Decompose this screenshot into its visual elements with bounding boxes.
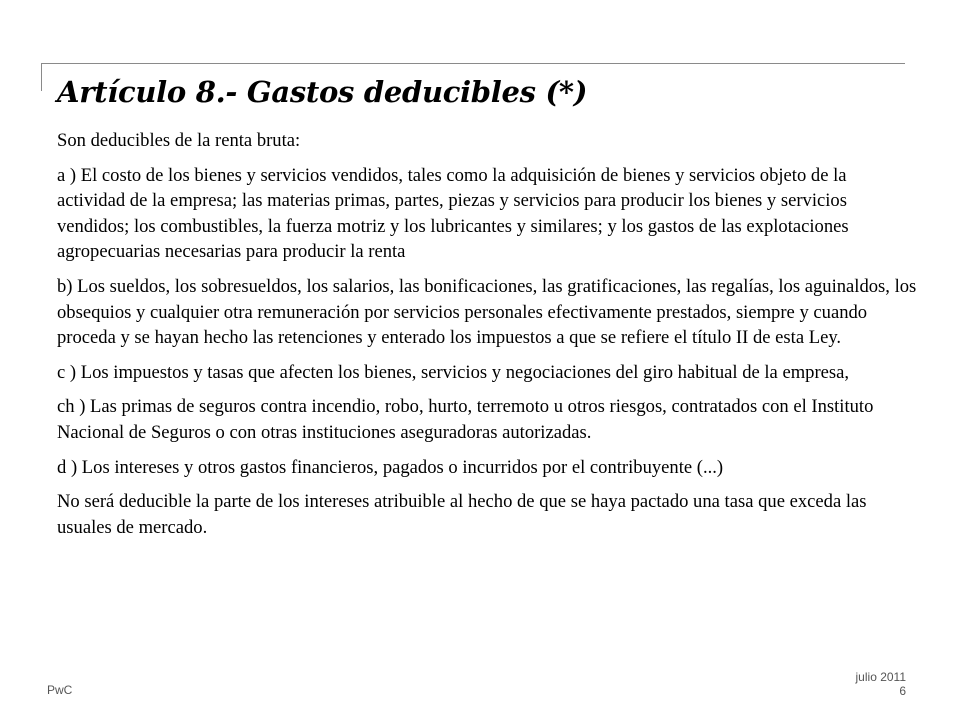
footer-brand: PwC (47, 683, 73, 697)
paragraph-b: b) Los sueldos, los sobresueldos, los salarios, las bonificaciones, las gratificaciones, las regalías, los aguinaldos, los obsequios y cualquier otra remuneración por servicios personales efectivamente prestados, siempre y cuando proceda y se hayan hecho las retenciones y enterado los impuestos a que se refiere el título II de esta Ley. (57, 275, 917, 349)
paragraph-ch: ch ) Las primas de seguros contra incendio, robo, hurto, terremoto u otros riesgos, contratados con el Instituto Nacional de Seguros o con otras instituciones aseguradoras autorizadas. (57, 396, 874, 443)
page-number: 6 (899, 684, 906, 698)
slide-title: Artículo 8.- Gastos deducibles (*) (57, 75, 588, 109)
paragraph-c: c ) Los impuestos y tasas que afecten los bienes, servicios y negociaciones del giro habitual de la empresa, (57, 361, 850, 383)
footer-date: julio 2011 (855, 670, 906, 684)
paragraph-note: No será deducible la parte de los intereses atribuible al hecho de que se haya pactado una tasa que exceda las usuales de mercado. (57, 491, 867, 538)
footer-info (856, 670, 906, 698)
header-rule-corner (41, 63, 42, 91)
slide-body (57, 128, 917, 549)
intro-text: Son deducibles de la renta bruta: (57, 130, 301, 151)
paragraph-a: a ) El costo de los bienes y servicios vendidos, tales como la adquisición de bienes y servicios objeto de la actividad de la empresa; las materias primas, partes, piezas y servicios para producir los bienes y servicios vendidos; los combustibles, la fuerza motriz y los lubricantes y similares; y los gastos de las explotaciones agropecuarias necesarias para producir la renta (57, 164, 849, 263)
paragraph-d: d ) Los intereses y otros gastos financieros, pagados o incurridos por el contribuyente (...) (57, 456, 724, 478)
header-rule (41, 63, 905, 64)
